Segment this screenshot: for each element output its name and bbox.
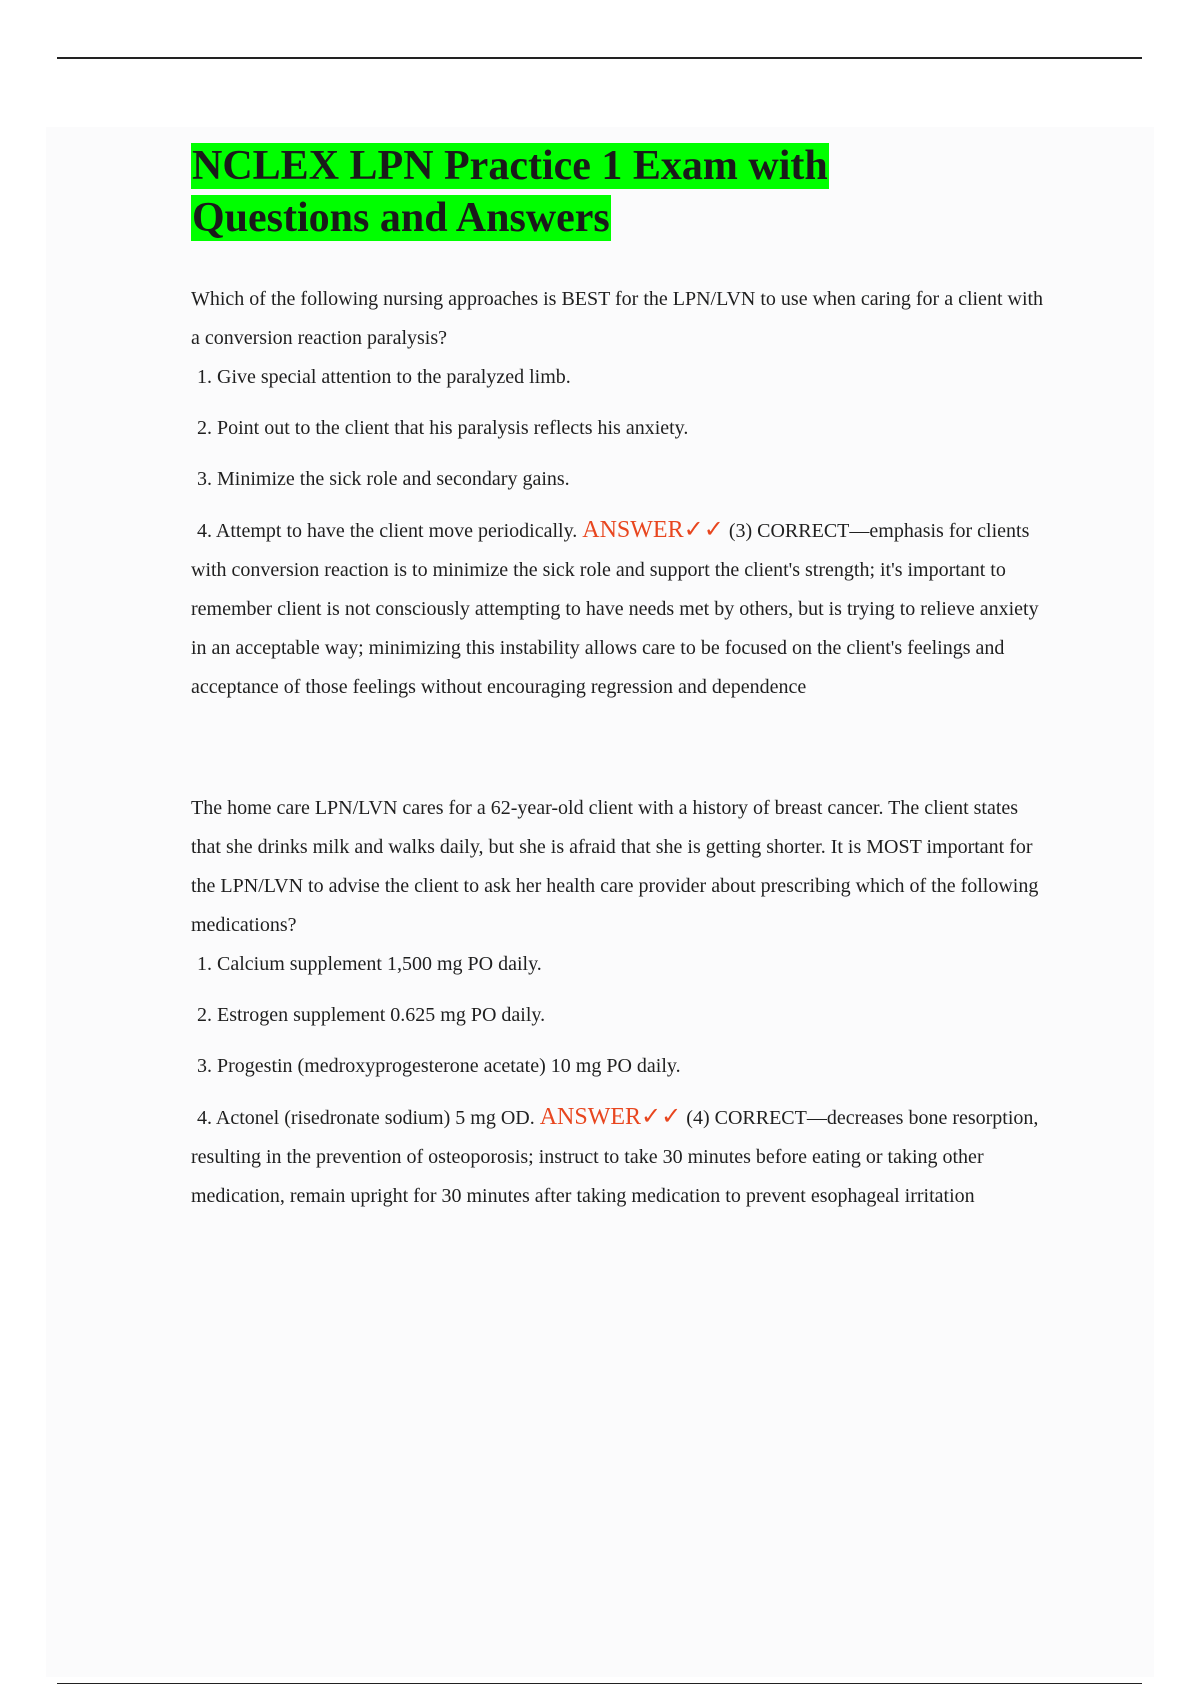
document-title [191,140,1051,244]
answer-first-text: (3) CORRECT—emphasis [728,520,944,542]
question-1-stem: Which of the following nursing approaches is BEST for the LPN/LVN to use when caring for a client with a conversion reaction paralysis? [191,288,1044,349]
title-line-2: Questions and Answers [192,195,610,241]
top-rule [57,57,1142,59]
question-2-option-1: 1. Calcium supplement 1,500 mg PO daily. [197,953,542,975]
answer-label: ANSWER✓✓ [582,517,724,543]
question-1-answer [191,511,1051,707]
document-content [191,140,1051,1216]
answer-rationale: resorption, resulting in the prevention of osteoporosis; instruct to take 30 minutes before eating or taking other medication, remain upright for 30 minutes after taking medication to prevent esophageal irritation [191,1107,1039,1207]
bottom-rule [57,1683,1142,1684]
title-line-1: NCLEX LPN Practice 1 Exam with [192,143,828,189]
question-2-answer [191,1098,1051,1216]
question-1-option-3: 3. Minimize the sick role and secondary gains. [197,468,570,490]
question-2-option-2: 2. Estrogen supplement 0.625 mg PO daily. [197,1004,546,1026]
question-2-option-4: 4. Actonel (risedronate sodium) 5 mg OD. [197,1107,535,1129]
question-1-options [191,358,1051,499]
answer-rationale: for clients with conversion reaction is to minimize the sick role and support the client's strength; it's important to remember client is not consciously attempting to have needs met by others, but is trying to relieve anxiety in an acceptable way; minimizing this instability allows care to be focused on the client's feelings and acceptance of those feelings without encouraging regression and dependence [191,520,1039,698]
question-2-option-3: 3. Progestin (medroxyprogesterone acetate) 10 mg PO daily. [197,1055,681,1077]
answer-label: ANSWER✓✓ [539,1104,682,1130]
question-1-option-2: 2. Point out to the client that his paralysis reflects his anxiety. [197,417,689,439]
question-2-stem: The home care LPN/LVN cares for a 62-year-old client with a history of breast cancer. The client states that she drinks milk and walks daily, but she is afraid that she is getting shorter. It is MOST important for the LPN/LVN to advise the client to ask her health care provider about prescribing which of the following medications? [191,797,1039,936]
question-1-option-4: 4. Attempt to have the client move periodically. [197,520,578,542]
answer-first-text: (4) CORRECT—decreases bone [686,1107,948,1129]
question-1-option-1: 1. Give special attention to the paralyzed limb. [197,366,571,388]
question-2-options [191,945,1051,1086]
